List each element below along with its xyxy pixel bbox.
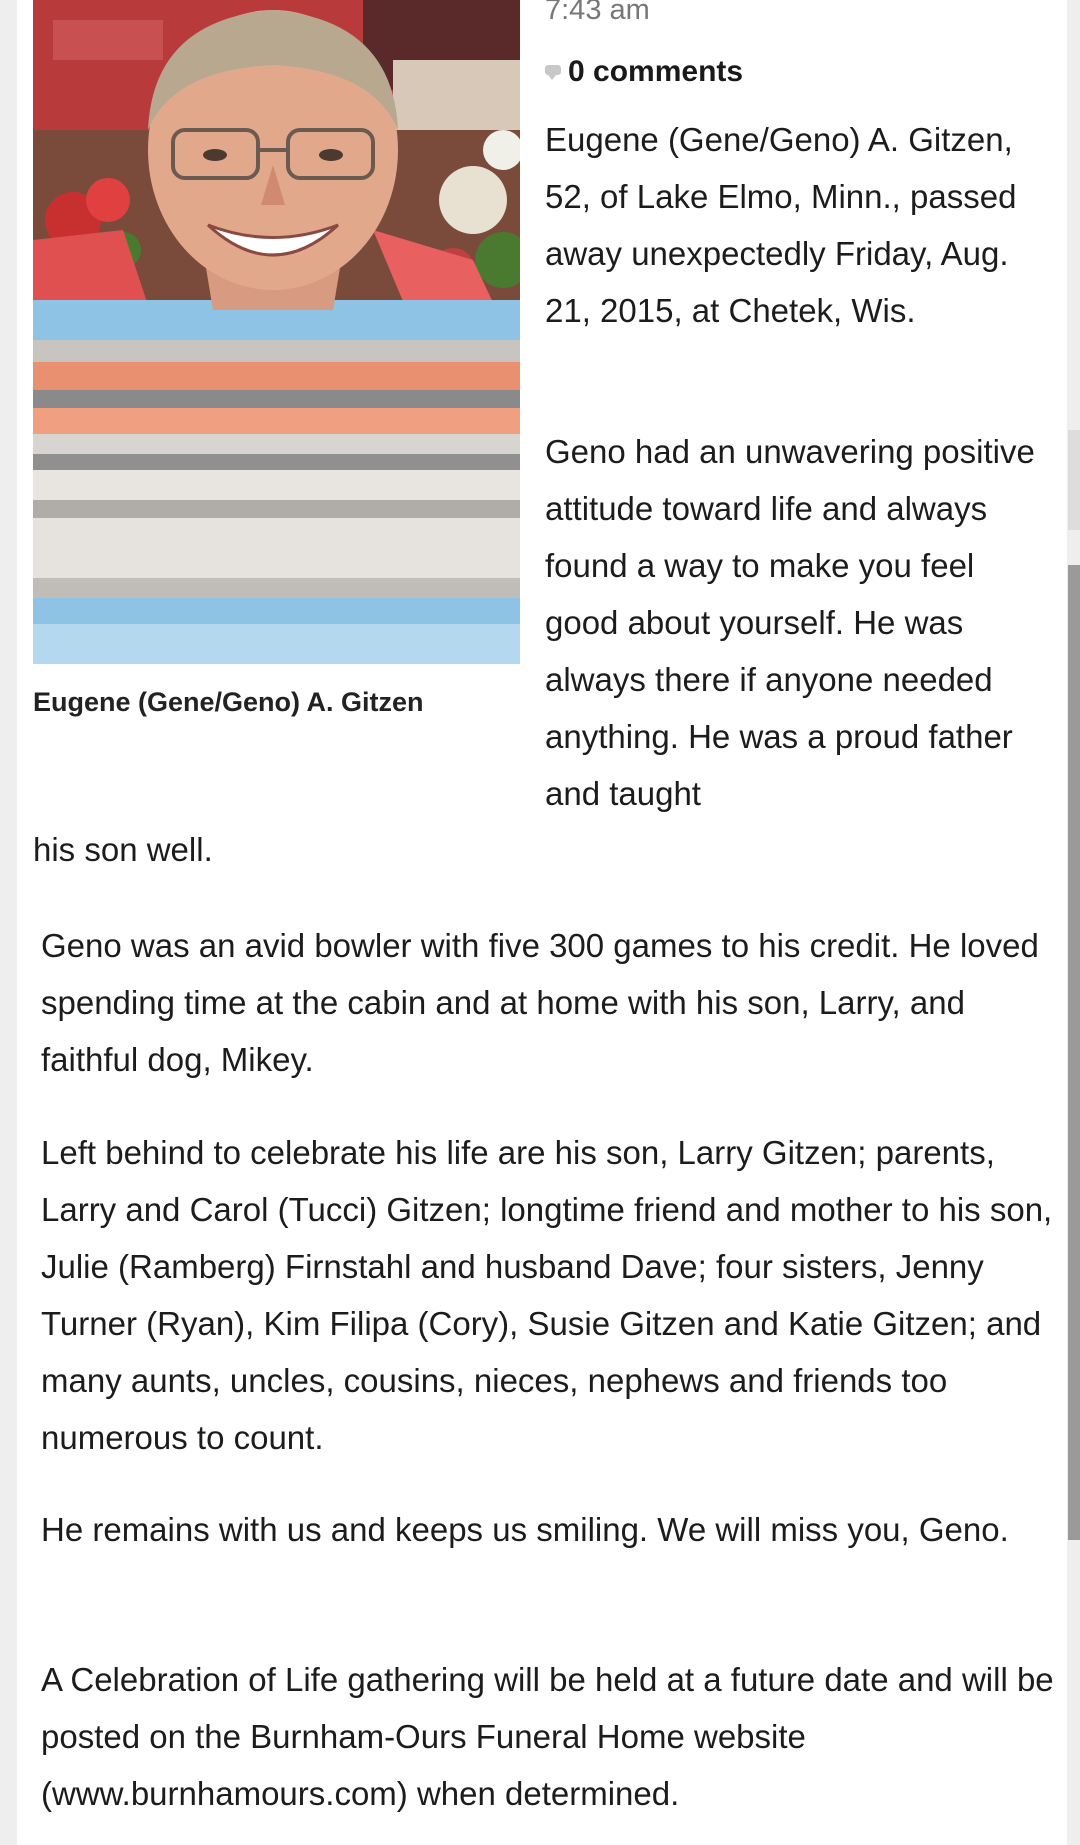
adjacent-panel-image-edge — [1068, 565, 1080, 1540]
comment-bubble-icon — [545, 65, 561, 75]
paragraph-celebration: A Celebration of Life gathering will be held at a future date and will be posted on the Burnham-Ours Funeral Home website (www.burnhamours.com) when determined. — [41, 1661, 1054, 1812]
paragraph-intro: Eugene (Gene/Geno) A. Gitzen, 52, of Lake Elmo, Minn., passed away unexpectedly Friday, Aug. 21, 2015, at Chetek, Wis. — [545, 121, 1017, 329]
photo-caption: Eugene (Gene/Geno) A. Gitzen — [33, 687, 424, 717]
adjacent-panel-edge — [1068, 430, 1080, 530]
article-page — [17, 0, 1067, 1845]
comments-link[interactable] — [545, 52, 743, 92]
comments-count-label: 0 comments — [568, 55, 744, 88]
paragraph-survivors: Left behind to celebrate his life are his son, Larry Gitzen; parents, Larry and Carol (Tucci) Gitzen; longtime friend and mother to his son, Julie (Ramberg) Firnstahl and husband Dave; four sisters, Jenny Turner (Ryan), Kim Filipa (Cory), Susie Gitzen and Katie Gitzen; and many aunts, uncles, cousins, nieces, nephews and friends too numerous to count. — [41, 1134, 1053, 1456]
post-timestamp: 7:43 am — [545, 0, 650, 26]
obituary-photo — [33, 0, 520, 664]
paragraph-remembrance: He remains with us and keeps us smiling. We will miss you, Geno. — [41, 1511, 1009, 1548]
paragraph-bowler: Geno was an avid bowler with five 300 games to his credit. He loved spending time at the cabin and at home with his son, Larry, and faithful dog, Mikey. — [41, 927, 1039, 1078]
paragraph-attitude-continued: his son well. — [33, 831, 213, 868]
paragraph-attitude: Geno had an unwavering positive attitude toward life and always found a way to make you feel good about yourself. He was always there if anyone needed anything. He was a proud father and taught — [545, 433, 1035, 812]
